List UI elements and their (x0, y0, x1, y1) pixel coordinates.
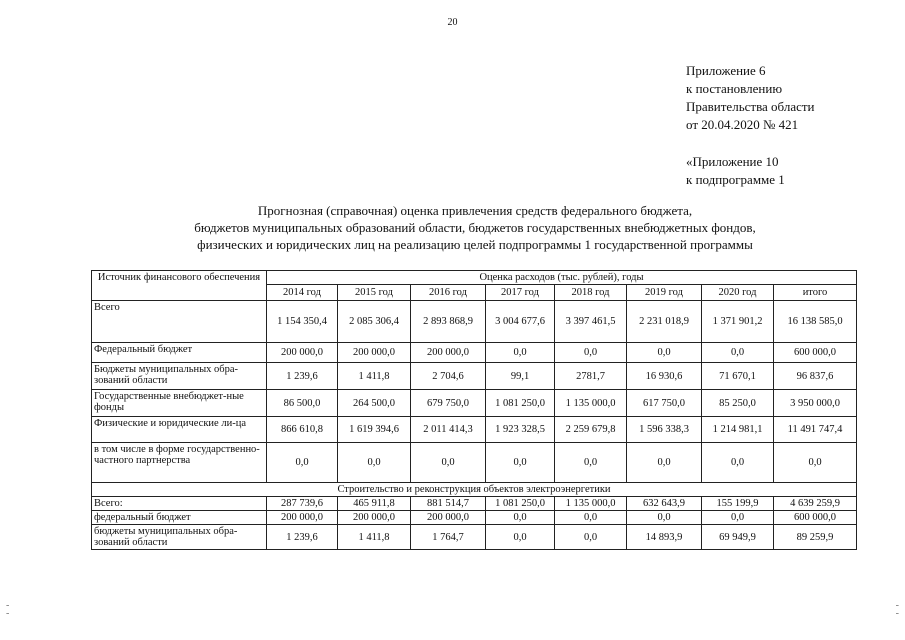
value-cell: 2 011 414,3 (411, 417, 486, 443)
value-cell: 96 837,6 (774, 363, 857, 390)
value-cell: 1 081 250,0 (486, 497, 555, 511)
value-cell: 0,0 (267, 443, 338, 483)
sub-appendix-line: «Приложение 10 (686, 154, 779, 169)
value-cell: 0,0 (486, 525, 555, 550)
value-cell: 287 739,6 (267, 497, 338, 511)
sub-appendix-line: к подпрограмме 1 (686, 172, 785, 187)
source-cell: Всего: (92, 497, 267, 511)
value-cell: 1 764,7 (411, 525, 486, 550)
value-cell: 3 004 677,6 (486, 301, 555, 343)
value-cell: 155 199,9 (702, 497, 774, 511)
value-cell: 0,0 (555, 443, 627, 483)
value-cell: 0,0 (486, 343, 555, 363)
table-row (92, 497, 857, 511)
value-cell: 0,0 (627, 511, 702, 525)
appendix-line: к постановлению (686, 81, 783, 96)
source-cell: федеральный бюджет (92, 511, 267, 525)
table-row (92, 511, 857, 525)
source-cell: Бюджеты муниципальных обра-зований области (92, 363, 267, 390)
value-cell: 86 500,0 (267, 390, 338, 417)
source-cell: Государственные внебюджет-ные фонды (92, 390, 267, 417)
year-column-header: 2017 год (486, 285, 555, 301)
value-cell: 1 081 250,0 (486, 390, 555, 417)
table-row (92, 443, 857, 483)
appendix-block (686, 62, 815, 189)
value-cell: 69 949,9 (702, 525, 774, 550)
year-column-header: 2016 год (411, 285, 486, 301)
value-cell: 866 610,8 (267, 417, 338, 443)
value-cell: 2 893 868,9 (411, 301, 486, 343)
value-cell: 264 500,0 (338, 390, 411, 417)
value-cell: 89 259,9 (774, 525, 857, 550)
value-cell: 11 491 747,4 (774, 417, 857, 443)
value-cell: 71 670,1 (702, 363, 774, 390)
value-cell: 1 135 000,0 (555, 497, 627, 511)
value-cell: 600 000,0 (774, 511, 857, 525)
value-cell: 99,1 (486, 363, 555, 390)
section-title: Строительство и реконструкция объектов электроэнергетики (92, 483, 857, 497)
table-row (92, 363, 857, 390)
value-cell: 200 000,0 (411, 511, 486, 525)
source-cell: Физические и юридические ли-ца (92, 417, 267, 443)
year-column-header: 2019 год (627, 285, 702, 301)
section-row (92, 483, 857, 497)
value-cell: 1 411,8 (338, 525, 411, 550)
title-line: физических и юридических лиц на реализацию целей подпрограммы 1 государственной программы (197, 237, 753, 252)
year-column-header: итого (774, 285, 857, 301)
value-cell: 200 000,0 (411, 343, 486, 363)
source-cell: в том числе в форме государственно-частного партнерства (92, 443, 267, 483)
value-cell: 0,0 (338, 443, 411, 483)
value-cell: 200 000,0 (267, 343, 338, 363)
value-cell: 0,0 (627, 443, 702, 483)
table-row (92, 525, 857, 550)
value-cell: 1 619 394,6 (338, 417, 411, 443)
value-cell: 0,0 (774, 443, 857, 483)
year-column-header: 2018 год (555, 285, 627, 301)
table-row (92, 417, 857, 443)
value-cell: 617 750,0 (627, 390, 702, 417)
document-title (90, 202, 860, 253)
value-cell: 1 923 328,5 (486, 417, 555, 443)
value-cell: 0,0 (702, 443, 774, 483)
title-line: бюджетов муниципальных образований области, бюджетов государственных внебюджетных фондов, (194, 220, 756, 235)
value-cell: 0,0 (486, 443, 555, 483)
value-cell: 16 930,6 (627, 363, 702, 390)
value-cell: 0,0 (702, 343, 774, 363)
year-column-header: 2015 год (338, 285, 411, 301)
appendix-gap (686, 134, 815, 153)
value-cell: 1 154 350,4 (267, 301, 338, 343)
value-cell: 0,0 (555, 525, 627, 550)
value-cell: 2 231 018,9 (627, 301, 702, 343)
value-cell: 679 750,0 (411, 390, 486, 417)
source-column-header: Источник финансового обеспечения (92, 271, 267, 301)
value-cell: 465 911,8 (338, 497, 411, 511)
value-cell: 0,0 (702, 511, 774, 525)
financing-table (91, 270, 857, 550)
value-cell: 1 239,6 (267, 363, 338, 390)
value-cell: 2 085 306,4 (338, 301, 411, 343)
expenses-group-header: Оценка расходов (тыс. рублей), годы (267, 271, 857, 285)
year-column-header: 2020 год (702, 285, 774, 301)
value-cell: 3 950 000,0 (774, 390, 857, 417)
appendix-line: Приложение 6 (686, 63, 766, 78)
value-cell: 200 000,0 (338, 343, 411, 363)
value-cell: 14 893,9 (627, 525, 702, 550)
value-cell: 0,0 (411, 443, 486, 483)
value-cell: 1 214 981,1 (702, 417, 774, 443)
value-cell: 16 138 585,0 (774, 301, 857, 343)
value-cell: 85 250,0 (702, 390, 774, 417)
source-cell: бюджеты муниципальных обра-зований области (92, 525, 267, 550)
table-row (92, 390, 857, 417)
value-cell: 2781,7 (555, 363, 627, 390)
table-row (92, 343, 857, 363)
value-cell: 0,0 (486, 511, 555, 525)
value-cell: 3 397 461,5 (555, 301, 627, 343)
source-cell: Всего (92, 301, 267, 343)
value-cell: 0,0 (627, 343, 702, 363)
value-cell: 0,0 (555, 343, 627, 363)
value-cell: 200 000,0 (267, 511, 338, 525)
value-cell: 2 259 679,8 (555, 417, 627, 443)
appendix-line: Правительства области (686, 99, 815, 114)
value-cell: 881 514,7 (411, 497, 486, 511)
scan-edge-mark: - - (6, 600, 10, 619)
value-cell: 600 000,0 (774, 343, 857, 363)
year-column-header: 2014 год (267, 285, 338, 301)
appendix-line: от 20.04.2020 № 421 (686, 117, 799, 132)
value-cell: 1 135 000,0 (555, 390, 627, 417)
value-cell: 1 371 901,2 (702, 301, 774, 343)
source-cell: Федеральный бюджет (92, 343, 267, 363)
value-cell: 2 704,6 (411, 363, 486, 390)
title-line: Прогнозная (справочная) оценка привлечения средств федерального бюджета, (257, 203, 693, 218)
page-number: 20 (447, 17, 458, 28)
table-row (92, 301, 857, 343)
value-cell: 0,0 (555, 511, 627, 525)
value-cell: 1 239,6 (267, 525, 338, 550)
value-cell: 4 639 259,9 (774, 497, 857, 511)
scan-edge-mark: - - (895, 600, 899, 619)
value-cell: 1 596 338,3 (627, 417, 702, 443)
value-cell: 1 411,8 (338, 363, 411, 390)
value-cell: 632 643,9 (627, 497, 702, 511)
value-cell: 200 000,0 (338, 511, 411, 525)
